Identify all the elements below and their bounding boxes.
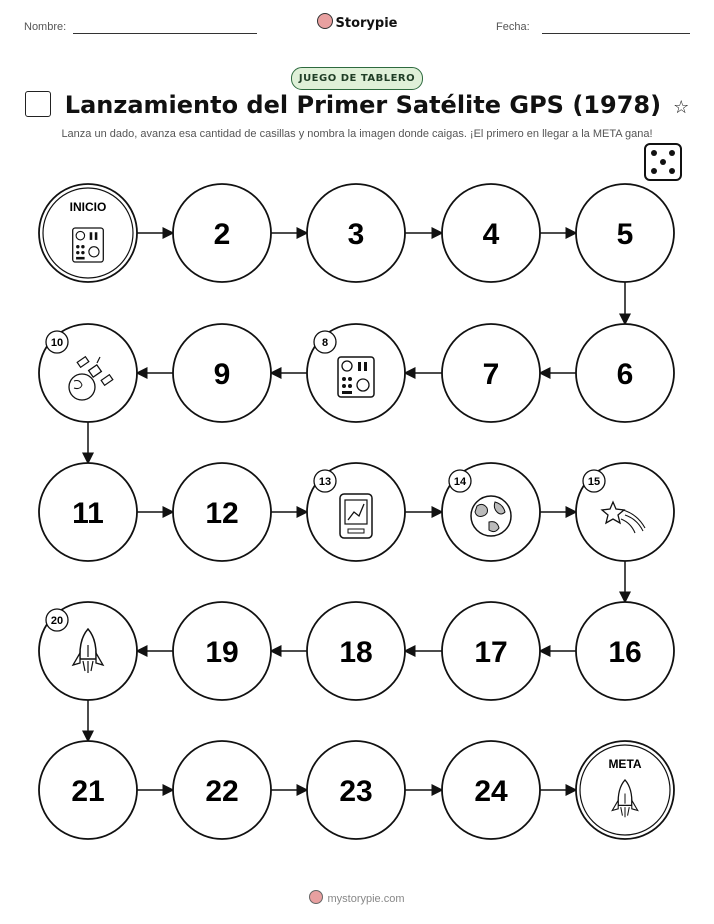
cell-number: 15 xyxy=(587,476,601,488)
cell-number: 7 xyxy=(482,358,500,391)
board-cell-15 xyxy=(576,463,674,561)
board-cell-12 xyxy=(173,463,271,561)
cell-number: 11 xyxy=(72,497,104,530)
name-label: Nombre: xyxy=(24,21,67,33)
game-type-badge: JUEGO DE TABLERO xyxy=(291,67,423,90)
cell-number: 6 xyxy=(616,358,634,391)
board-cell-14 xyxy=(442,463,540,561)
board-cell-5 xyxy=(576,184,674,282)
brand-name: Storypie xyxy=(335,16,398,31)
board-cell-6 xyxy=(576,324,674,422)
board-cell-10 xyxy=(39,324,137,422)
board-cell-19 xyxy=(173,602,271,700)
cell-number: 23 xyxy=(339,775,373,808)
board-cell-7 xyxy=(442,324,540,422)
cell-number: 14 xyxy=(453,476,467,488)
board-cell-2 xyxy=(173,184,271,282)
cell-number: 24 xyxy=(474,775,508,808)
cell-number: 16 xyxy=(608,636,642,669)
cell-number: 21 xyxy=(71,775,105,808)
board-cell-23 xyxy=(307,741,405,839)
cell-label: INICIO xyxy=(69,200,107,214)
cell-number: 9 xyxy=(213,358,231,391)
board-cell-9 xyxy=(173,324,271,422)
board-cell-17 xyxy=(442,602,540,700)
cell-number: 20 xyxy=(50,615,64,627)
cell-number: 18 xyxy=(339,636,373,669)
board-cell-meta xyxy=(576,741,674,839)
title-text: Lanzamiento del Primer Satélite GPS (1978) xyxy=(64,91,662,119)
control-panel-icon xyxy=(338,357,374,397)
footer xyxy=(0,890,714,905)
cell-number: 10 xyxy=(50,337,64,349)
cell-number: 3 xyxy=(347,218,365,251)
cell-number: 8 xyxy=(321,337,329,349)
cell-number: 12 xyxy=(205,497,239,530)
board-cell-18 xyxy=(307,602,405,700)
instructions: Lanza un dado, avanza esa cantidad de casillas y nombra la imagen donde caigas. ¡El primero en llegar a la META gana! xyxy=(61,128,653,140)
cell-number: 2 xyxy=(213,218,231,251)
cell-number: 5 xyxy=(616,218,634,251)
cell-number: 19 xyxy=(205,636,239,669)
earth-icon xyxy=(471,496,511,536)
cell-number: 22 xyxy=(205,775,239,808)
cell-number: 13 xyxy=(318,476,332,488)
board-cell-21 xyxy=(39,741,137,839)
board-cell-inicio xyxy=(39,184,137,282)
footer-logo-icon xyxy=(309,890,323,904)
board-cell-8 xyxy=(307,324,405,422)
cell-number: 4 xyxy=(482,218,500,251)
board-cell-22 xyxy=(173,741,271,839)
shooting-star-title-icon: ☆ xyxy=(673,97,690,118)
board-cell-4 xyxy=(442,184,540,282)
cell-number: 17 xyxy=(474,636,508,669)
board-cell-11 xyxy=(39,463,137,561)
board-cell-20 xyxy=(39,602,137,700)
footer-url: mystorypie.com xyxy=(327,893,405,905)
date-label: Fecha: xyxy=(496,21,530,33)
board-cell-3 xyxy=(307,184,405,282)
cell-label: META xyxy=(608,757,642,771)
board-cell-24 xyxy=(442,741,540,839)
control-panel-icon xyxy=(73,228,104,262)
board-cell-13 xyxy=(307,463,405,561)
gps-device-icon xyxy=(340,494,372,538)
board-cell-16 xyxy=(576,602,674,700)
board-cells xyxy=(39,184,674,839)
